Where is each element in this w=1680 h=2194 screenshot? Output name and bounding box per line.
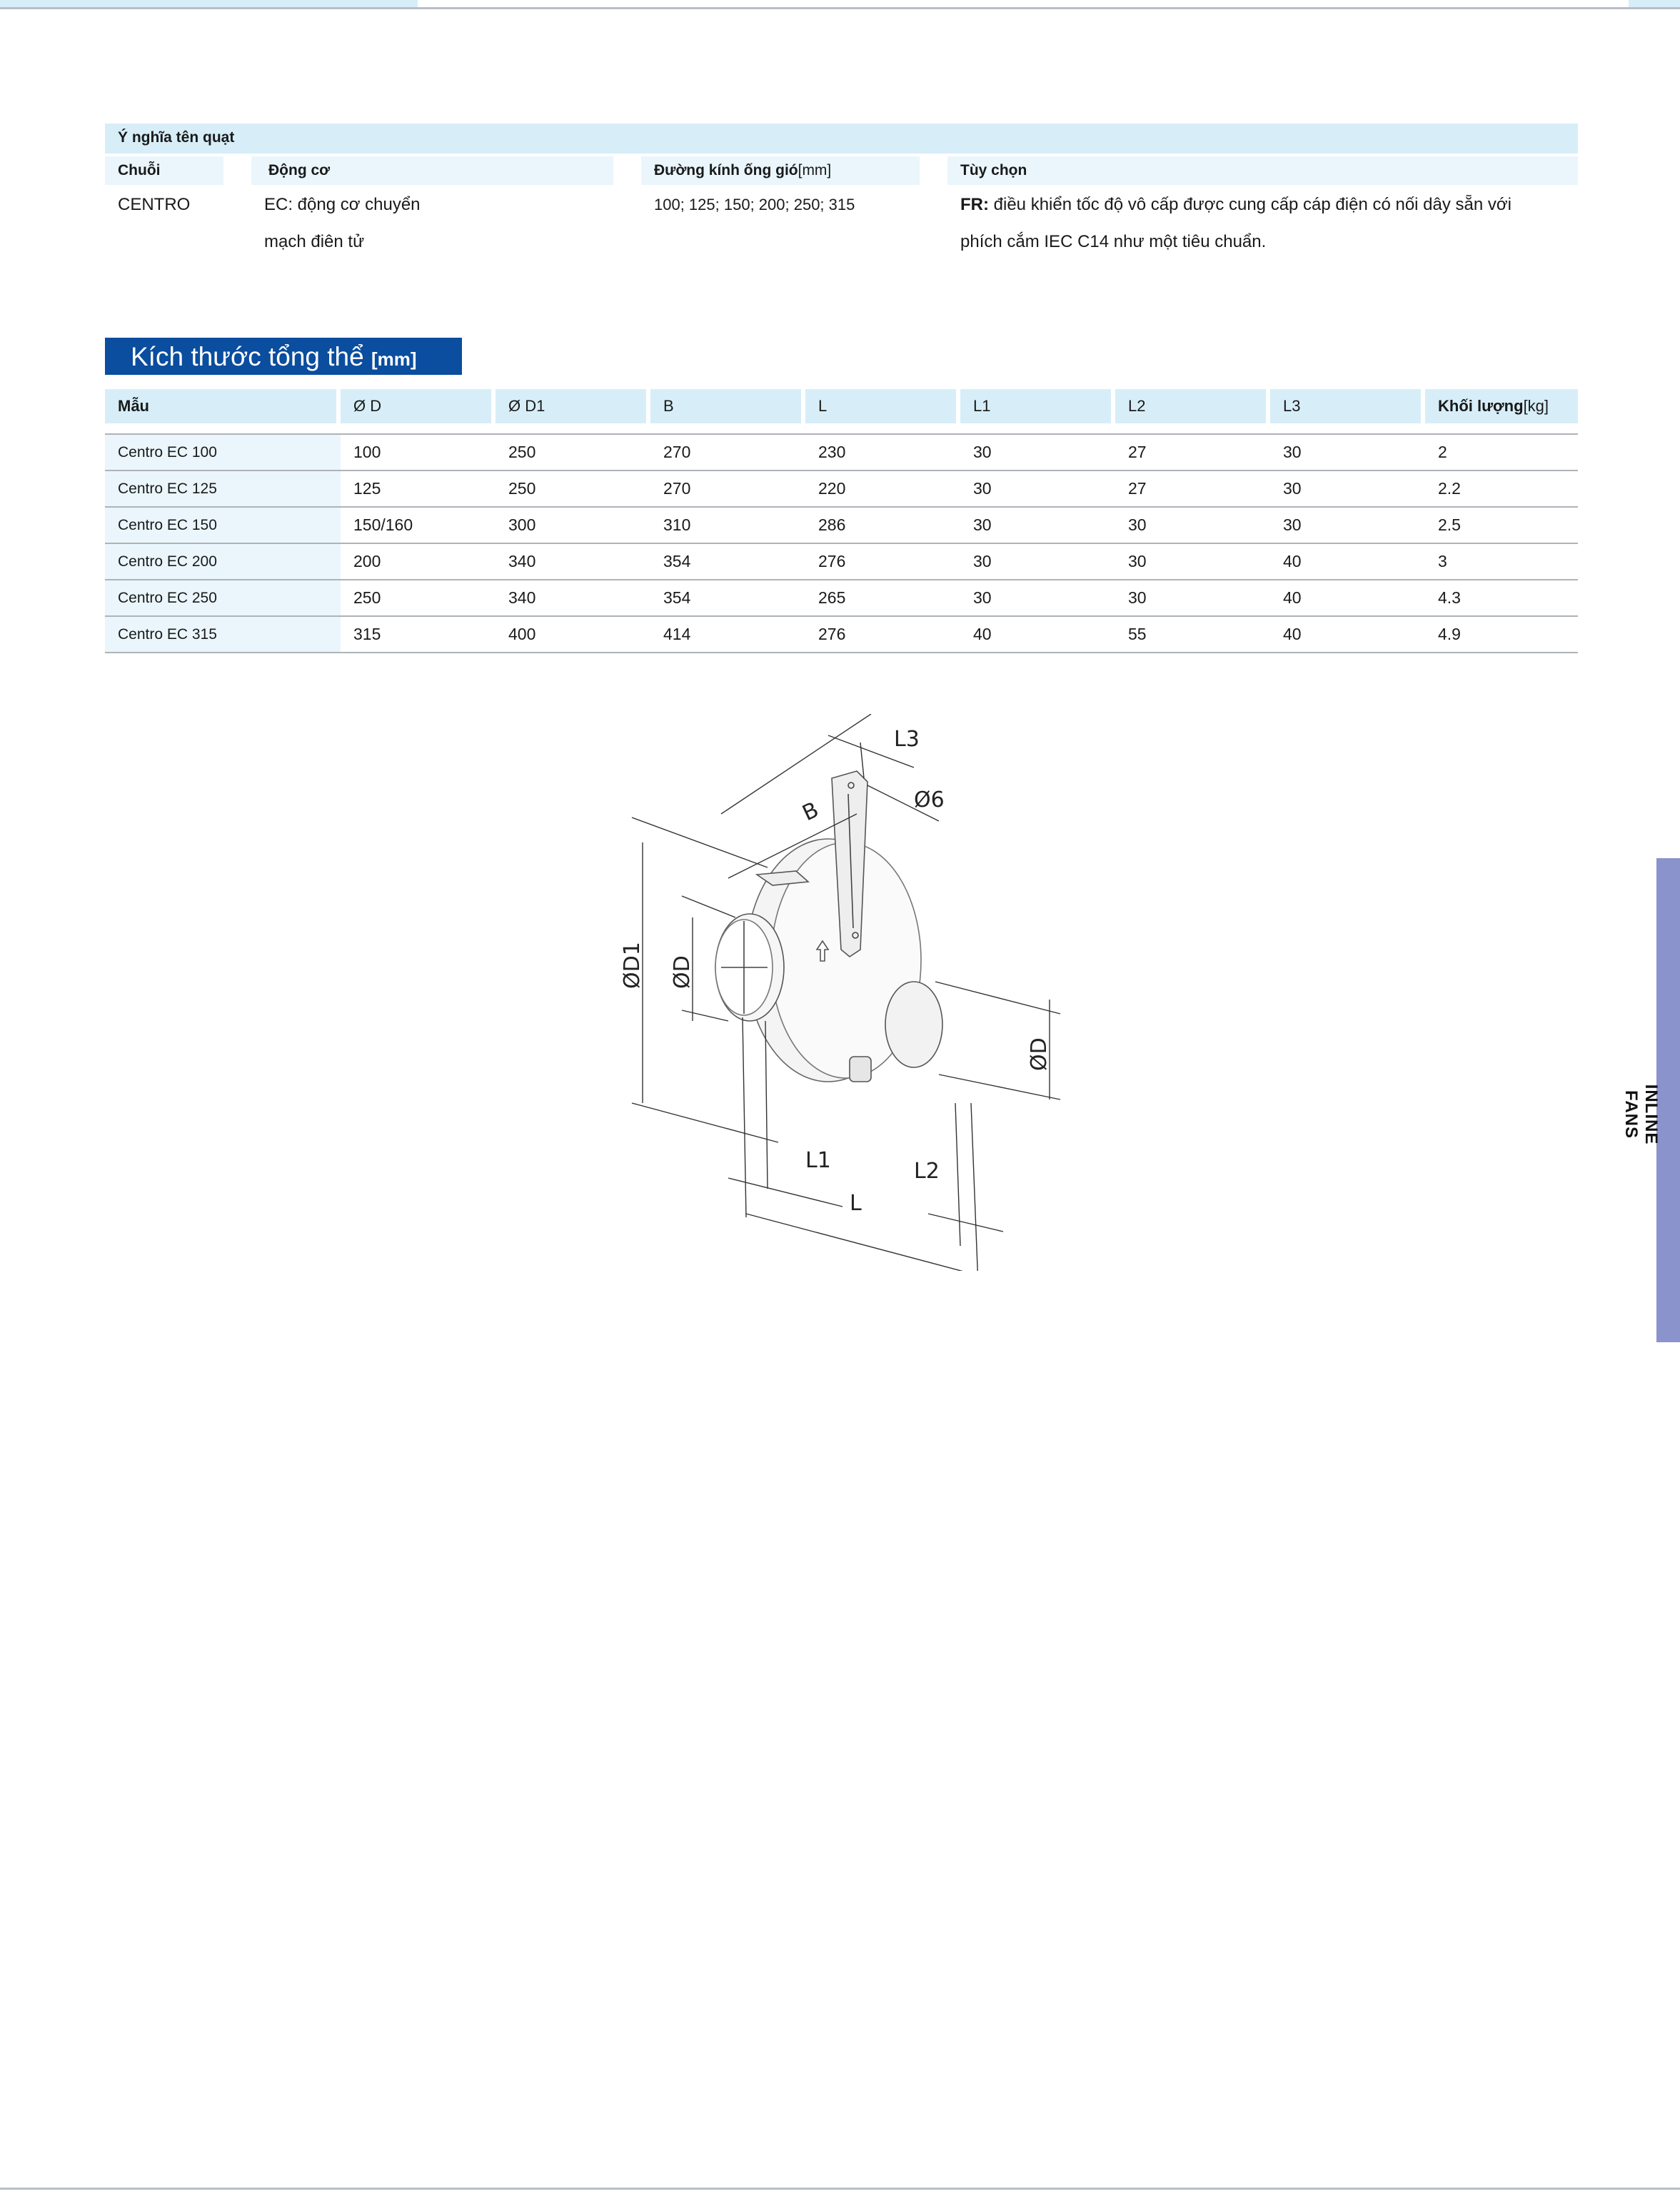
header-duct-diameter-text: Đường kính ống gió	[654, 162, 798, 178]
name-meaning-title: Ý nghĩa tên quạt	[118, 129, 235, 146]
cell-l: 276	[805, 544, 960, 580]
cell-weight: 4.3	[1425, 580, 1578, 617]
options-line-1	[960, 186, 1512, 223]
label-phi-d-left: ØD	[670, 955, 695, 989]
cell-l3: 30	[1270, 471, 1425, 508]
cell-d1: 250	[496, 471, 650, 508]
col-d: Ø D	[341, 389, 496, 423]
motor-line-1: EC: động cơ chuyển	[264, 195, 421, 214]
dimensions-title	[131, 342, 417, 372]
dim-d-ext-shape	[682, 896, 735, 917]
cell-model: Centro EC 250	[105, 580, 341, 617]
cell-l1: 30	[960, 471, 1115, 508]
label-l: L	[850, 1191, 862, 1216]
duct-diameter-values: 100; 125; 150; 200; 250; 315	[654, 196, 855, 213]
cell-l2: 55	[1115, 617, 1270, 653]
cell-l2: 30	[1115, 544, 1270, 580]
cell-l2: 30	[1115, 508, 1270, 544]
label-l1: L1	[805, 1148, 831, 1173]
option-code: FR:	[960, 195, 989, 214]
cell-l2: 27	[1115, 435, 1270, 471]
cell-weight: 2.5	[1425, 508, 1578, 544]
table-header-row	[105, 389, 1578, 423]
dim-l2-line-shape	[928, 1214, 1003, 1232]
cell-model: Centro EC 125	[105, 471, 341, 508]
top-rule	[0, 7, 1680, 9]
cell-l: 286	[805, 508, 960, 544]
cell-l: 265	[805, 580, 960, 617]
cell-model: Centro EC 150	[105, 508, 341, 544]
cell-model: Centro EC 315	[105, 617, 341, 653]
side-tab-label	[1621, 1048, 1661, 1162]
cell-b: 270	[650, 471, 805, 508]
cell-b: 270	[650, 435, 805, 471]
bottom-rule	[0, 2188, 1680, 2190]
label-b: B	[798, 797, 823, 827]
col-weight-text: Khối lượng	[1438, 397, 1524, 415]
cell-l: 230	[805, 435, 960, 471]
dim-l-line-shape	[746, 1214, 975, 1271]
cell-d1: 340	[496, 544, 650, 580]
dim-l-ext-shape	[971, 1103, 978, 1271]
col-l3: L3	[1270, 389, 1425, 423]
cell-b: 310	[650, 508, 805, 544]
top-band	[0, 0, 1680, 10]
dim-d-right-ext-shape	[939, 1075, 1060, 1099]
header-motor	[251, 156, 613, 185]
cell-weight: 2	[1425, 435, 1578, 471]
label-phi-d1: ØD1	[620, 942, 645, 989]
header-duct-diameter-unit: [mm]	[798, 162, 832, 178]
label-phi-d-right: ØD	[1027, 1037, 1052, 1071]
cell-l1: 30	[960, 435, 1115, 471]
label-phi6: Ø6	[914, 787, 945, 812]
options-line-2: phích cắm IEC C14 như một tiêu chuẩn.	[960, 232, 1267, 251]
cell-l1: 30	[960, 544, 1115, 580]
dim-d1-ext-shape	[632, 1103, 778, 1142]
dimensions-title-bar	[105, 338, 462, 375]
cell-l2: 30	[1115, 580, 1270, 617]
top-band-left	[0, 0, 418, 7]
header-series	[105, 156, 223, 185]
cell-d: 200	[341, 544, 496, 580]
cell-d: 150/160	[341, 508, 496, 544]
dim-d-right-ext-shape	[935, 982, 1060, 1014]
cell-l: 220	[805, 471, 960, 508]
cell-l3: 40	[1270, 580, 1425, 617]
cell-l3: 40	[1270, 544, 1425, 580]
cable-gland-shape	[850, 1057, 871, 1082]
top-band-right	[1629, 0, 1680, 7]
cell-l3: 40	[1270, 617, 1425, 653]
dim-l-ext-shape	[743, 1017, 746, 1217]
cell-model: Centro EC 100	[105, 435, 341, 471]
cell-l1: 30	[960, 508, 1115, 544]
dim-d1-ext-shape	[632, 817, 768, 867]
col-l1: L1	[960, 389, 1115, 423]
table-row	[105, 544, 1578, 580]
series-value: CENTRO	[118, 195, 191, 214]
cell-l3: 30	[1270, 508, 1425, 544]
cell-d: 100	[341, 435, 496, 471]
cell-b: 414	[650, 617, 805, 653]
cell-model: Centro EC 200	[105, 544, 341, 580]
table-spacer	[105, 423, 1578, 435]
side-tab-text: INLINE FANS	[1621, 1084, 1661, 1145]
table-row	[105, 617, 1578, 653]
table-row	[105, 471, 1578, 508]
col-weight	[1425, 389, 1578, 423]
dimensions-table	[105, 389, 1578, 653]
cell-d1: 340	[496, 580, 650, 617]
dim-l2-ext-shape	[955, 1103, 960, 1246]
cell-weight: 4.9	[1425, 617, 1578, 653]
col-l2: L2	[1115, 389, 1270, 423]
cell-l1: 30	[960, 580, 1115, 617]
col-d1: Ø D1	[496, 389, 650, 423]
cell-l: 276	[805, 617, 960, 653]
table-row	[105, 435, 1578, 471]
cell-b: 354	[650, 544, 805, 580]
header-duct-diameter-label	[654, 162, 831, 179]
table-row	[105, 508, 1578, 544]
header-options	[947, 156, 1578, 185]
dim-l1-ext-shape	[765, 1021, 768, 1189]
dimensions-title-text: Kích thước tổng thể	[131, 342, 364, 371]
name-meaning-title-bar	[105, 124, 1578, 154]
cell-d: 315	[341, 617, 496, 653]
cell-l3: 30	[1270, 435, 1425, 471]
header-duct-diameter	[641, 156, 920, 185]
col-model: Mẫu	[105, 389, 341, 423]
cell-d1: 400	[496, 617, 650, 653]
header-options-label: Tùy chọn	[960, 162, 1027, 178]
table-row	[105, 580, 1578, 617]
outlet-collar-shape	[885, 982, 942, 1067]
label-l3: L3	[894, 727, 920, 752]
col-l: L	[805, 389, 960, 423]
col-weight-unit: [kg]	[1523, 397, 1549, 415]
cell-weight: 2.2	[1425, 471, 1578, 508]
header-motor-label: Động cơ	[268, 162, 331, 178]
cell-l1: 40	[960, 617, 1115, 653]
cell-weight: 3	[1425, 544, 1578, 580]
cell-d: 125	[341, 471, 496, 508]
cell-l2: 27	[1115, 471, 1270, 508]
cell-d1: 250	[496, 435, 650, 471]
dimensions-title-unit: [mm]	[371, 348, 417, 370]
cell-d: 250	[341, 580, 496, 617]
header-series-label: Chuỗi	[118, 162, 161, 178]
cell-b: 354	[650, 580, 805, 617]
motor-line-2: mạch điên tử	[264, 232, 365, 251]
col-b: B	[650, 389, 805, 423]
fan-dimension-drawing	[614, 714, 1085, 1271]
cell-d1: 300	[496, 508, 650, 544]
label-l2: L2	[914, 1159, 940, 1184]
options-line-1-text: điều khiển tốc độ vô cấp được cung cấp cáp điện có nối dây sẵn với	[988, 195, 1512, 214]
dim-d-ext-shape	[682, 1010, 728, 1021]
